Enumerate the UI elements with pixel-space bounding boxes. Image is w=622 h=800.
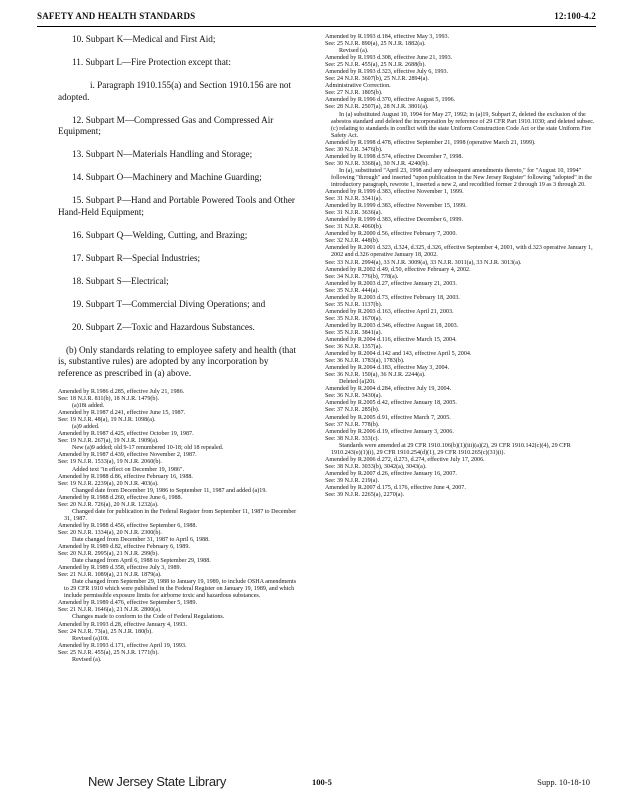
- history-note: See: 35 N.J.R. 3841(a).: [325, 329, 383, 336]
- subpart-item: 19. Subpart T—Commercial Diving Operations; and: [72, 298, 266, 309]
- subpart-item: 20. Subpart Z—Toxic and Hazardous Substances.: [72, 321, 255, 332]
- history-note: See: 36 N.J.R. 3430(a).: [325, 393, 383, 400]
- history-notes-right: [325, 34, 600, 499]
- history-note: See: 20 N.J.R. 2995(a), 21 N.J.R. 299(b).: [58, 551, 159, 558]
- history-note: Amended by R.1999 d.383, effective November 1, 1999.: [325, 189, 464, 196]
- history-note: Amended by R.1999 d.383, effective November 15, 1999.: [325, 203, 467, 210]
- history-note: See: 27 N.J.R. 1805(b).: [325, 90, 383, 97]
- history-note: See: 24 N.J.R. 73(a), 25 N.J.R. 180(b).: [58, 628, 153, 635]
- history-note: See: 36 N.J.R. 1783(a), 1783(b).: [325, 358, 405, 365]
- history-note: Amended by R.1989 d.476, effective September 5, 1989.: [58, 600, 197, 607]
- history-note: Administrative Correction.: [325, 83, 391, 90]
- history-note: Amended by R.2007 d.175, d.176, effective June 4, 2007.: [325, 485, 466, 491]
- history-note: Amended by R.2007 d.26, effective January 16, 2007.: [325, 470, 457, 477]
- history-note: Revised (a).: [72, 656, 102, 663]
- history-note: Amended by R.1993 d.171, effective April 19, 1993.: [58, 642, 187, 649]
- history-note: See: 38 N.J.R. 333(c).: [325, 435, 379, 442]
- right-column: [325, 34, 600, 758]
- history-note: Date changed from April 6, 1988 to September 29, 1988.: [72, 558, 211, 565]
- history-note: Amended by R.2005 d.42, effective January 18, 2005.: [325, 400, 457, 407]
- history-note: See: 18 N.J.R. 811(b), 18 N.J.R. 1479(b).: [58, 396, 159, 403]
- history-note: (a)18i added.: [72, 403, 105, 410]
- history-note: Amended by R.2004 d.116, effective March 15, 2004.: [325, 337, 457, 344]
- history-note: Amended by R.1988 d.260, effective June 6, 1988.: [58, 494, 183, 501]
- history-note: See: 24 N.J.R. 3607(b), 25 N.J.R. 2894(a).: [325, 76, 429, 83]
- history-note: See: 31 N.J.R. 3636(a).: [325, 210, 383, 217]
- subpart-item: 14. Subpart O—Machinery and Machine Guarding;: [72, 172, 262, 183]
- history-note: Amended by R.2003 d.27, effective January 21, 2003.: [325, 280, 457, 287]
- history-note: Amended by R.2005 d.91, effective March 7, 2005.: [325, 414, 451, 421]
- history-note: See: 30 N.J.R. 3476(b).: [325, 146, 383, 153]
- history-note: See: 37 N.J.R. 778(b).: [325, 421, 380, 428]
- history-note: See: 21 N.J.R. 1089(a), 21 N.J.R. 1879(a).: [58, 572, 162, 579]
- history-note: Amended by R.1986 d.285, effective July 21, 1986.: [58, 388, 185, 395]
- history-note: See: 38 N.J.R. 3033(b), 3042(a), 3043(a).: [325, 463, 427, 470]
- history-note: See: 19 N.J.R. 48(a), 19 N.J.R. 1098(a).: [58, 417, 156, 424]
- history-note: Amended by R.1998 d.478, effective September 21, 1998 (operative March 21, 1999).: [325, 139, 536, 146]
- library-watermark: New Jersey State Library: [88, 774, 227, 789]
- subpart-item: i. Paragraph 1910.155(a) and Section 1910.156 are not adopted.: [58, 79, 292, 102]
- history-note: Amended by R.1987 d.439, effective November 2, 1987.: [58, 452, 197, 459]
- history-note: Date changed from September 29, 1988 to January 19, 1989, to include OSHA amendments to 29 CFR 1910 which were published in the Federal Register on January 19, 1989, and which include permissible exposure limits for airborne toxic and hazardous substances.: [64, 579, 297, 600]
- supplement-date: Supp. 10-18-10: [537, 777, 590, 787]
- history-note: See: 31 N.J.R. 3341(a).: [325, 196, 383, 203]
- history-note: Amended by R.2004 d.142 and 143, effective April 5, 2004.: [325, 351, 472, 358]
- history-note: Amended by R.2003 d.73, effective February 18, 2003.: [325, 294, 460, 301]
- history-note: See: 25 N.J.R. 890(a), 25 N.J.R. 1882(a).: [325, 41, 426, 48]
- history-note: Amended by R.1993 d.323, effective July 6, 1993.: [325, 69, 449, 76]
- history-note: Amended by R.1988 d.86, effective February 16, 1988.: [58, 473, 193, 480]
- history-note: See: 20 N.J.R. 1334(a), 20 N.J.R. 2300(b).: [58, 529, 162, 536]
- history-note: Amended by R.2004 d.183, effective May 3, 2004.: [325, 365, 450, 372]
- history-note: See: 25 N.J.R. 455(a), 25 N.J.R. 1771(b).: [58, 649, 159, 656]
- subpart-item: 18. Subpart S—Electrical;: [72, 275, 169, 286]
- header-section-number: 12:100-4.2: [554, 11, 596, 21]
- subpart-item: 15. Subpart P—Hand and Portable Powered Tools and Other Hand-Held Equipment;: [58, 195, 295, 217]
- history-note: See: 35 N.J.R. 1137(b).: [325, 301, 383, 308]
- history-note: See: 36 N.J.R. 150(a), 36 N.J.R. 2244(a).: [325, 372, 426, 379]
- subpart-item: 11. Subpart L—Fire Protection except that:: [72, 56, 231, 67]
- history-note: Revised (a)10i.: [72, 635, 110, 642]
- history-note: Revised (a).: [339, 48, 369, 55]
- history-note: Amended by R.1998 d.574, effective December 7, 1998.: [325, 153, 463, 160]
- history-note: See: 33 N.J.R. 2994(a), 33 N.J.R. 3009(a), 33 N.J.R. 3011(a), 33 N.J.R. 3013(a).: [325, 259, 522, 266]
- history-note: Deleted (a)20i.: [339, 379, 376, 386]
- history-note: New (a)9 added; old 9-17 renumbered 10-18; old 18 repealed.: [72, 445, 224, 452]
- history-note: In (a) substituted August 10, 1994 for May 27, 1992; in (a)19, Subpart Z, deleted the exclusion of the asbestos standard and deleted the incorporation by reference of 29 CFR Part 1910.1030; and deleted subsec. (c) relating to standards in conflict with the state Uniform Construction Code Act or the state Uniform Fire Safety Act.: [331, 111, 595, 139]
- history-note: See: 34 N.J.R. 776(b), 778(a).: [325, 273, 399, 280]
- history-note: Amended by R.1993 d.184, effective May 3, 1993.: [325, 34, 450, 40]
- page-footer: [58, 774, 596, 790]
- history-note: Amended by R.1988 d.456, effective September 6, 1988.: [58, 522, 197, 529]
- history-note: See: 39 N.J.R. 2265(a), 2270(a).: [325, 492, 405, 499]
- history-note: Amended by R.2003 d.346, effective August 18, 2003.: [325, 322, 459, 329]
- subpart-item: 12. Subpart M—Compressed Gas and Compressed Air Equipment;: [58, 114, 274, 137]
- history-note: See: 36 N.J.R. 1357(a).: [325, 344, 383, 351]
- history-note: Amended by R.1999 d.383, effective December 6, 1999.: [325, 217, 463, 224]
- header-title: SAFETY AND HEALTH STANDARDS: [37, 11, 196, 21]
- history-note: See: 19 N.J.R. 1533(a), 19 N.J.R. 2060(b).: [58, 459, 162, 466]
- history-note: Amended by R.2006 d.272, d.273, d.274, effective July 17, 2006.: [325, 456, 485, 463]
- history-note: See: 31 N.J.R. 4060(b).: [325, 224, 383, 231]
- history-note: Amended by R.2004 d.284, effective July 19, 2004.: [325, 386, 452, 393]
- history-note: Amended by R.1993 d.28, effective January 4, 1993.: [58, 621, 187, 628]
- history-note: See: 39 N.J.R. 219(a).: [325, 477, 379, 484]
- history-note: See: 35 N.J.R. 1670(a).: [325, 315, 383, 322]
- history-note: See: 21 N.J.R. 1646(a), 21 N.J.R. 2800(a).: [58, 607, 162, 614]
- subpart-item: 16. Subpart Q—Welding, Cutting, and Brazing;: [72, 229, 248, 240]
- subpart-item: 17. Subpart R—Special Industries;: [72, 252, 201, 263]
- history-note: Amended by R.2006 d.19, effective January 3, 2006.: [325, 428, 454, 435]
- history-note: Changed date for publication in the Federal Register from September 11, 1987 to December 31, 1987.: [64, 508, 297, 522]
- history-note: See: 35 N.J.R. 444(a).: [325, 287, 379, 294]
- history-note: (a)9 added.: [72, 424, 100, 431]
- paragraph-b: (b) Only standards relating to employee safety and health (that is, substantive rules) are adopted by any incorporation by reference as prescribed in (a) above.: [58, 344, 296, 379]
- history-note: Amended by R.1993 d.308, effective June 21, 1993.: [325, 55, 453, 62]
- history-note: Changes made to conform to the Code of Federal Regulations.: [72, 614, 225, 621]
- page-number: 100-5: [312, 777, 332, 787]
- subpart-item: 10. Subpart K—Medical and First Aid;: [72, 34, 216, 44]
- running-header: [37, 11, 596, 25]
- history-note: Amended by R.1989 d.82, effective February 6, 1989.: [58, 544, 190, 551]
- history-note: Amended by R.1987 d.425, effective October 19, 1987.: [58, 431, 194, 438]
- history-note: Amended by R.1996 d.370, effective August 5, 1996.: [325, 97, 456, 104]
- history-note: Amended by R.2003 d.163, effective April 21, 2003.: [325, 308, 454, 315]
- history-note: Date changed from December 31, 1987 to April 6, 1988.: [72, 536, 210, 543]
- subpart-list: [58, 34, 302, 333]
- history-note: See: 19 N.J.R. 267(a), 19 N.J.R. 1909(a).: [58, 438, 159, 445]
- history-note: See: 25 N.J.R. 455(a), 25 N.J.R. 2688(b).: [325, 62, 426, 69]
- history-note: Amended by R.1989 d.358, effective July 3, 1989.: [58, 565, 182, 572]
- history-notes-left: [58, 389, 302, 664]
- history-note: Amended by R.2002 d.49, d.50, effective February 4, 2002.: [325, 266, 471, 273]
- history-note: Amended by R.2001 d.323, d.324, d.325, d.326, effective September 4, 2001, with d.323 operative January 1, 2002 and d.326 operative January 18, 2002.: [325, 245, 593, 259]
- history-note: Standards were amended at 29 CFR 1910.106(b)(1)(iii)(a)(2), 29 CFR 1910.142(c)(4), 29 CFR 1910.243(e)(1)(i), 29 CFR 1910.254(d)(1), 29 CFR 1910.265(c)(31)(i).: [331, 442, 571, 456]
- left-column: [58, 34, 302, 758]
- history-note: See: 30 N.J.R. 3368(a), 30 N.J.R. 4240(b).: [325, 160, 429, 167]
- history-note: Changed date from December 19, 1986 to September 11, 1987 and added (a)19.: [72, 487, 267, 494]
- history-note: Amended by R.1987 d.241, effective June 15, 1987.: [58, 410, 186, 417]
- subpart-item: 13. Subpart N—Materials Handling and Storage;: [72, 149, 253, 160]
- history-note: See: 32 N.J.R. 448(b).: [325, 238, 380, 245]
- history-note: See: 19 N.J.R. 2239(a), 20 N.J.R. 403(a).: [58, 480, 159, 487]
- header-rule: [37, 26, 596, 27]
- history-note: See: 37 N.J.R. 285(b).: [325, 407, 380, 414]
- history-note: See: 20 N.J.R. 726(a), 20 N.J.R. 1232(a).: [58, 501, 159, 508]
- history-note: See: 28 N.J.R. 2507(a), 28 N.J.R. 3801(a).: [325, 104, 429, 111]
- history-note: Amended by R.2000 d.56, effective February 7, 2000.: [325, 231, 457, 238]
- history-note: Added text "in effect on December 19, 1986".: [72, 466, 184, 473]
- history-note: In (a), substituted "April 23, 1998 and any subsequent amendments thereto," for "August 10, 1994" following "through" and inserted "upon publication in the New Jersey Register" following "adopted" in the introductory paragraph, rewrote 1, inserted a new 2, and recodified former 2 through 19 as 3 through 20.: [331, 167, 592, 188]
